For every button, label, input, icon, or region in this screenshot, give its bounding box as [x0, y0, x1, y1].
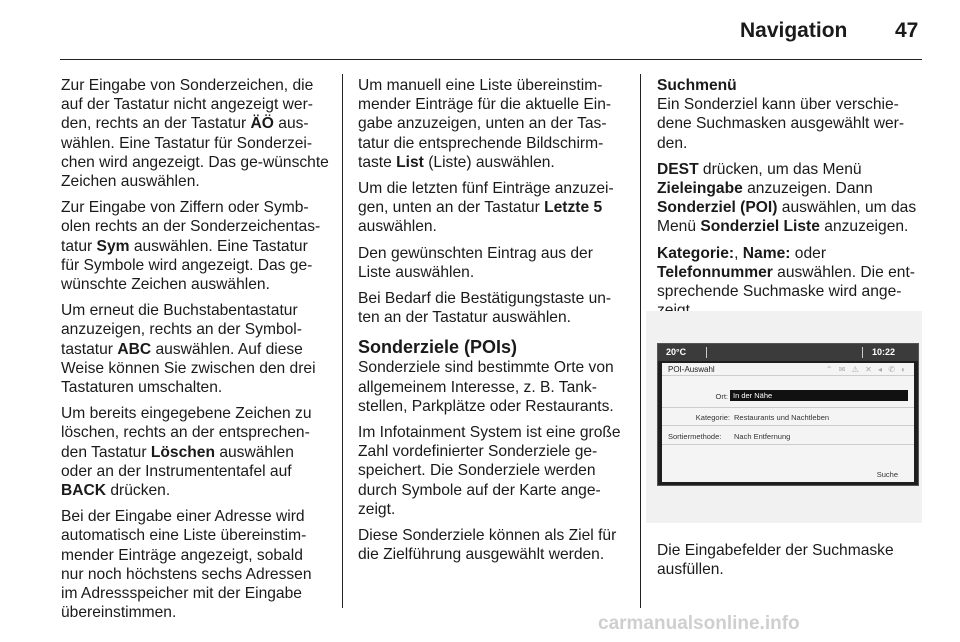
paragraph: Den gewünschten Eintrag aus der Liste auswählen. — [358, 244, 593, 281]
paragraph: Im Infotainment System ist eine große Zahl vordefinierter Sonderziele ge-speichert. Die Sonderziele werden durch Symbole auf der Karte ange-zeigt. — [358, 424, 621, 518]
page-number: 47 — [895, 19, 919, 42]
column-divider-2 — [640, 74, 641, 608]
status-icons: ⌃ ✉ ⚠ ✕ ◂ ✆ ◐ — [825, 365, 908, 374]
paragraph: Zur Eingabe von Ziffern oder Symb-olen rechts an der Sonderzeichentas-tatur Sym auswählen. Eine Tastatur für Symbole wird angezeigt. Das ge-wünschte Zeichen auswählen. — [61, 199, 321, 294]
divider — [662, 425, 914, 426]
status-bar — [658, 344, 918, 361]
paragraph: Sonderziele sind bestimmte Orte von allgemeinem Interesse, z. B. Tank-stellen, Parkplätze oder Restaurants. — [358, 359, 614, 415]
header-divider — [60, 59, 922, 60]
paragraph: Um die letzten fünf Einträge anzuzei-gen, unten an der Tastatur Letzte 5 auswählen. — [358, 180, 614, 236]
column-2 — [358, 76, 628, 571]
search-button[interactable]: Suche — [876, 470, 898, 479]
section-title: Navigation — [740, 19, 848, 42]
poi-panel — [662, 363, 914, 482]
page-header — [0, 0, 960, 60]
status-divider — [706, 347, 707, 358]
paragraph: DEST drücken, um das Menü Zieleingabe anzuzeigen. Dann Sonderziel (POI) auswählen, um das Menü Sonderziel Liste anzuzeigen. — [657, 160, 917, 236]
paragraph: Die Eingabefelder der Suchmaske ausfüllen. — [657, 542, 894, 579]
ort-label: Ort: — [715, 392, 728, 401]
watermark: carmanualsonline.info — [598, 613, 800, 634]
divider — [662, 407, 914, 408]
kategorie-value[interactable]: Restaurants und Nachtleben — [734, 413, 830, 422]
status-divider — [862, 347, 863, 358]
paragraph: Bei der Eingabe einer Adresse wird automatisch eine Liste übereinstim-mender Einträge angezeigt, sobald nur noch höchstens sechs Adressen im Adressspeicher mit der Eingabe übereinstimmen. — [61, 508, 312, 622]
column-3 — [657, 76, 927, 327]
divider — [662, 375, 914, 376]
ort-value: In der Nähe — [733, 391, 773, 400]
infotainment-screenshot — [657, 343, 919, 486]
screen-title: POI-Auswahl — [668, 365, 715, 374]
paragraph: Kategorie:, Name: oder Telefonnummer auswählen. Die ent-sprechende Suchmaske wird ange- — [657, 244, 915, 301]
kategorie-label: Kategorie: — [695, 413, 730, 422]
column-divider-1 — [342, 74, 343, 608]
paragraph: Ein Sonderziel kann über verschie-dene Suchmasken ausgewählt wer-den. — [657, 96, 905, 152]
paragraph: Um bereits eingegebene Zeichen zu löschen, rechts an der entsprechen-den Tastatur Löschen auswählen oder an der Instrumententafel auf BACK drücken. — [61, 405, 312, 500]
paragraph: Bei Bedarf die Bestätigungstaste un-ten an der Tastatur auswählen. — [358, 290, 612, 327]
paragraph: Um erneut die Buchstabentastatur anzuzeigen, rechts an der Symbol-tastatur ABC auswählen. Auf diese Weise können Sie zwischen den drei Tastaturen umschalten. — [61, 302, 316, 397]
paragraph: Diese Sonderziele können als Ziel für die Zielführung ausgewählt werden. — [358, 527, 617, 564]
section-heading: Sonderziele (POIs) — [358, 337, 518, 358]
divider — [662, 444, 914, 445]
sort-label: Sortiermethode: — [668, 432, 722, 441]
clock: 10:22 — [872, 347, 896, 357]
column-1 — [61, 76, 329, 629]
sort-value[interactable]: Nach Entfernung — [734, 432, 791, 441]
paragraph: Um manuell eine Liste übereinstim-mender Einträge für die aktuelle Ein-gabe anzuzeigen, unten an der Tas-tatur die entsprechende Bildschirm-taste List (Liste) auswählen. — [358, 77, 612, 171]
temperature: 20°C — [666, 347, 687, 357]
paragraph: Zur Eingabe von Sonderzeichen, die auf der Tastatur nicht angezeigt wer-den, rechts an der Tastatur ÄÖ aus-wählen. Eine Tastatur für Sonderzei-chen wird angezeigt. Das ge-wünschte Zeichen auswählen. — [61, 77, 329, 191]
subheading: Suchmenü — [657, 77, 737, 94]
caption — [657, 541, 927, 586]
